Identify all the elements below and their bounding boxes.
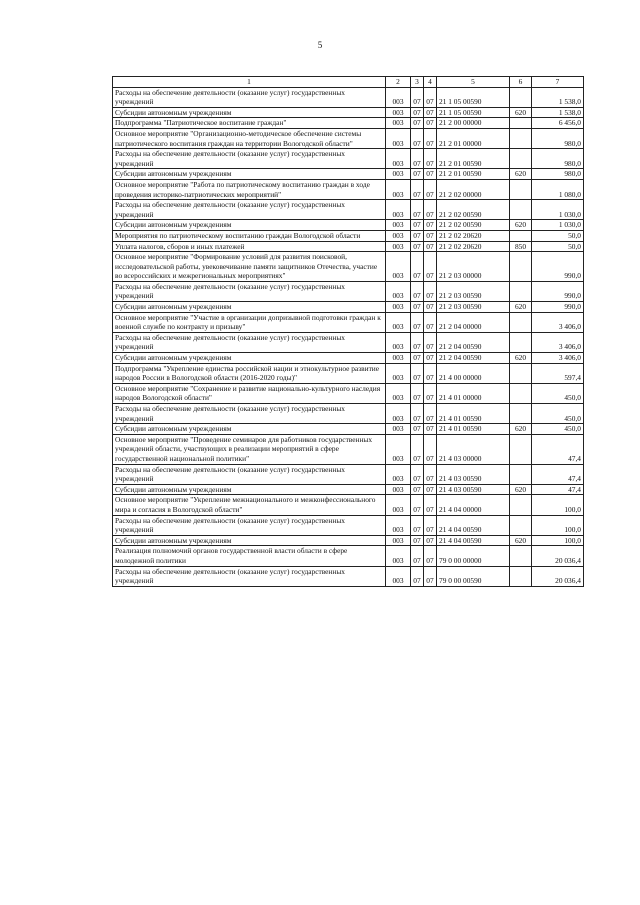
row-expense-type-cell [510, 464, 532, 484]
row-expense-type-cell: 620 [510, 535, 532, 546]
row-name-cell: Подпрограмма "Патриотическое воспитание граждан" [113, 118, 386, 129]
row-amount-cell: 100,0 [532, 515, 584, 535]
table-row [113, 149, 584, 169]
row-section-cell: 07 [411, 169, 424, 180]
row-expense-type-cell [510, 546, 532, 566]
row-target-article-cell: 21 2 04 00590 [437, 332, 510, 352]
row-target-article-cell: 21 1 05 00590 [437, 107, 510, 118]
row-subsection-cell: 07 [424, 353, 437, 364]
row-expense-type-cell: 620 [510, 302, 532, 313]
row-amount-cell: 50,0 [532, 230, 584, 241]
table-row [113, 383, 584, 403]
header-cell: 7 [532, 77, 584, 88]
row-name-cell: Основное мероприятие "Проведение семинаров для работников государственных учреждений области, участвующих в реализации мероприятий в сфере государственной национальной политики" [113, 434, 386, 464]
row-code-admin-cell: 003 [386, 464, 411, 484]
row-subsection-cell: 07 [424, 566, 437, 586]
row-code-admin-cell: 003 [386, 424, 411, 435]
header-cell: 3 [411, 77, 424, 88]
row-name-cell: Расходы на обеспечение деятельности (оказание услуг) государственных учреждений [113, 149, 386, 169]
row-code-admin-cell: 003 [386, 434, 411, 464]
table-row [113, 332, 584, 352]
row-code-admin-cell: 003 [386, 353, 411, 364]
row-target-article-cell: 21 2 02 00590 [437, 200, 510, 220]
header-cell: 5 [437, 77, 510, 88]
row-amount-cell: 1 030,0 [532, 220, 584, 231]
row-amount-cell: 50,0 [532, 241, 584, 252]
row-subsection-cell: 07 [424, 179, 437, 199]
table-header-row [113, 77, 584, 88]
row-subsection-cell: 07 [424, 169, 437, 180]
table-row [113, 87, 584, 107]
row-name-cell: Субсидии автономным учреждениям [113, 424, 386, 435]
table-row [113, 464, 584, 484]
row-amount-cell: 450,0 [532, 404, 584, 424]
row-section-cell: 07 [411, 252, 424, 282]
row-section-cell: 07 [411, 87, 424, 107]
row-subsection-cell: 07 [424, 404, 437, 424]
row-subsection-cell: 07 [424, 220, 437, 231]
row-section-cell: 07 [411, 230, 424, 241]
row-amount-cell: 3 406,0 [532, 332, 584, 352]
row-subsection-cell: 07 [424, 128, 437, 148]
row-subsection-cell: 07 [424, 515, 437, 535]
row-amount-cell: 990,0 [532, 252, 584, 282]
row-expense-type-cell: 620 [510, 107, 532, 118]
row-code-admin-cell: 003 [386, 546, 411, 566]
row-amount-cell: 980,0 [532, 128, 584, 148]
row-expense-type-cell [510, 230, 532, 241]
row-amount-cell: 450,0 [532, 424, 584, 435]
row-code-admin-cell: 003 [386, 220, 411, 231]
table-row [113, 230, 584, 241]
row-name-cell: Расходы на обеспечение деятельности (оказание услуг) государственных учреждений [113, 281, 386, 301]
row-name-cell: Расходы на обеспечение деятельности (оказание услуг) государственных учреждений [113, 566, 386, 586]
row-section-cell: 07 [411, 484, 424, 495]
row-subsection-cell: 07 [424, 535, 437, 546]
row-target-article-cell: 21 2 02 00590 [437, 220, 510, 231]
row-amount-cell: 1 030,0 [532, 200, 584, 220]
table-row [113, 353, 584, 364]
row-name-cell: Субсидии автономным учреждениям [113, 107, 386, 118]
row-name-cell: Субсидии автономным учреждениям [113, 169, 386, 180]
row-name-cell: Основное мероприятие "Сохранение и развитие национально-культурного наследия народов Вологодской области" [113, 383, 386, 403]
row-code-admin-cell: 003 [386, 179, 411, 199]
row-subsection-cell: 07 [424, 424, 437, 435]
table-row [113, 566, 584, 586]
row-code-admin-cell: 003 [386, 281, 411, 301]
row-section-cell: 07 [411, 515, 424, 535]
row-code-admin-cell: 003 [386, 302, 411, 313]
row-amount-cell: 47,4 [532, 464, 584, 484]
header-cell: 1 [113, 77, 386, 88]
row-subsection-cell: 07 [424, 546, 437, 566]
row-target-article-cell: 21 2 02 20620 [437, 230, 510, 241]
table-row [113, 179, 584, 199]
row-amount-cell: 1 538,0 [532, 87, 584, 107]
row-code-admin-cell: 003 [386, 383, 411, 403]
page-number: 5 [317, 40, 323, 50]
row-amount-cell: 1 080,0 [532, 179, 584, 199]
row-name-cell: Основное мероприятие "Формирование условий для развития поисковой, исследовательской работы, увековечивание памяти защитников Отечества, участие во всероссийских и межрегиональных мероприятиях" [113, 252, 386, 282]
row-target-article-cell: 21 4 04 00590 [437, 515, 510, 535]
row-target-article-cell: 21 2 00 00000 [437, 118, 510, 129]
row-expense-type-cell [510, 87, 532, 107]
row-target-article-cell: 21 1 05 00590 [437, 87, 510, 107]
table-row [113, 535, 584, 546]
row-name-cell: Субсидии автономным учреждениям [113, 220, 386, 231]
row-section-cell: 07 [411, 424, 424, 435]
row-expense-type-cell [510, 332, 532, 352]
row-subsection-cell: 07 [424, 464, 437, 484]
row-section-cell: 07 [411, 332, 424, 352]
row-expense-type-cell [510, 118, 532, 129]
row-target-article-cell: 79 0 00 00000 [437, 546, 510, 566]
row-code-admin-cell: 003 [386, 252, 411, 282]
row-amount-cell: 1 538,0 [532, 107, 584, 118]
row-section-cell: 07 [411, 546, 424, 566]
row-name-cell: Расходы на обеспечение деятельности (оказание услуг) государственных учреждений [113, 404, 386, 424]
table-row [113, 546, 584, 566]
table-row [113, 424, 584, 435]
row-section-cell: 07 [411, 179, 424, 199]
row-expense-type-cell [510, 434, 532, 464]
row-section-cell: 07 [411, 535, 424, 546]
row-code-admin-cell: 003 [386, 535, 411, 546]
row-subsection-cell: 07 [424, 383, 437, 403]
row-target-article-cell: 21 4 00 00000 [437, 363, 510, 383]
row-target-article-cell: 21 4 04 00590 [437, 535, 510, 546]
table-row [113, 169, 584, 180]
row-amount-cell: 100,0 [532, 495, 584, 515]
table-row [113, 252, 584, 282]
row-subsection-cell: 07 [424, 363, 437, 383]
row-section-cell: 07 [411, 220, 424, 231]
row-expense-type-cell [510, 281, 532, 301]
row-amount-cell: 597,4 [532, 363, 584, 383]
row-target-article-cell: 21 4 01 00590 [437, 404, 510, 424]
row-target-article-cell: 21 4 04 00000 [437, 495, 510, 515]
row-section-cell: 07 [411, 464, 424, 484]
row-code-admin-cell: 003 [386, 128, 411, 148]
row-target-article-cell: 21 4 01 00590 [437, 424, 510, 435]
row-code-admin-cell: 003 [386, 404, 411, 424]
row-name-cell: Расходы на обеспечение деятельности (оказание услуг) государственных учреждений [113, 515, 386, 535]
row-section-cell: 07 [411, 495, 424, 515]
table-row [113, 484, 584, 495]
row-section-cell: 07 [411, 363, 424, 383]
row-name-cell: Расходы на обеспечение деятельности (оказание услуг) государственных учреждений [113, 87, 386, 107]
row-subsection-cell: 07 [424, 118, 437, 129]
row-amount-cell: 47,4 [532, 434, 584, 464]
table-row [113, 220, 584, 231]
row-expense-type-cell: 850 [510, 241, 532, 252]
table-row [113, 515, 584, 535]
row-expense-type-cell [510, 179, 532, 199]
row-section-cell: 07 [411, 128, 424, 148]
row-section-cell: 07 [411, 566, 424, 586]
row-expense-type-cell: 620 [510, 169, 532, 180]
row-code-admin-cell: 003 [386, 332, 411, 352]
row-name-cell: Субсидии автономным учреждениям [113, 353, 386, 364]
row-expense-type-cell [510, 312, 532, 332]
row-name-cell: Основное мероприятие "Организационно-методическое обеспечение системы патриотического воспитания граждан на территории Вологодской области" [113, 128, 386, 148]
row-section-cell: 07 [411, 107, 424, 118]
row-amount-cell: 3 406,0 [532, 353, 584, 364]
row-subsection-cell: 07 [424, 107, 437, 118]
row-amount-cell: 20 036,4 [532, 566, 584, 586]
row-name-cell: Субсидии автономным учреждениям [113, 535, 386, 546]
row-name-cell: Мероприятия по патриотическому воспитанию граждан Вологодской области [113, 230, 386, 241]
row-name-cell: Основное мероприятие "Укрепление межнационального и межконфессионального мира и согласия в Вологодской области" [113, 495, 386, 515]
row-target-article-cell: 21 2 03 00000 [437, 252, 510, 282]
table-row [113, 200, 584, 220]
row-target-article-cell: 21 4 03 00000 [437, 434, 510, 464]
row-amount-cell: 20 036,4 [532, 546, 584, 566]
table-row [113, 495, 584, 515]
row-target-article-cell: 21 2 02 00000 [437, 179, 510, 199]
table-row [113, 281, 584, 301]
row-expense-type-cell [510, 200, 532, 220]
row-code-admin-cell: 003 [386, 230, 411, 241]
row-amount-cell: 6 456,0 [532, 118, 584, 129]
row-target-article-cell: 21 4 03 00590 [437, 484, 510, 495]
row-section-cell: 07 [411, 200, 424, 220]
row-section-cell: 07 [411, 302, 424, 313]
row-section-cell: 07 [411, 118, 424, 129]
row-section-cell: 07 [411, 404, 424, 424]
row-section-cell: 07 [411, 149, 424, 169]
row-name-cell: Расходы на обеспечение деятельности (оказание услуг) государственных учреждений [113, 200, 386, 220]
row-expense-type-cell: 620 [510, 424, 532, 435]
row-target-article-cell: 21 4 03 00590 [437, 464, 510, 484]
row-target-article-cell: 21 2 01 00590 [437, 149, 510, 169]
row-amount-cell: 980,0 [532, 149, 584, 169]
row-amount-cell: 3 406,0 [532, 312, 584, 332]
row-code-admin-cell: 003 [386, 241, 411, 252]
row-amount-cell: 100,0 [532, 535, 584, 546]
row-code-admin-cell: 003 [386, 200, 411, 220]
row-name-cell: Реализация полномочий органов государственной власти области в сфере молодежной политики [113, 546, 386, 566]
row-target-article-cell: 21 2 03 00590 [437, 281, 510, 301]
row-subsection-cell: 07 [424, 281, 437, 301]
table-row [113, 128, 584, 148]
row-amount-cell: 980,0 [532, 169, 584, 180]
table-row [113, 312, 584, 332]
table-row [113, 302, 584, 313]
row-name-cell: Субсидии автономным учреждениям [113, 484, 386, 495]
budget-table [112, 76, 584, 587]
row-subsection-cell: 07 [424, 252, 437, 282]
row-expense-type-cell [510, 566, 532, 586]
row-subsection-cell: 07 [424, 241, 437, 252]
row-amount-cell: 990,0 [532, 281, 584, 301]
row-code-admin-cell: 003 [386, 169, 411, 180]
table-row [113, 363, 584, 383]
row-section-cell: 07 [411, 281, 424, 301]
row-subsection-cell: 07 [424, 495, 437, 515]
header-cell: 4 [424, 77, 437, 88]
header-cell: 6 [510, 77, 532, 88]
row-code-admin-cell: 003 [386, 363, 411, 383]
row-subsection-cell: 07 [424, 230, 437, 241]
row-amount-cell: 990,0 [532, 302, 584, 313]
row-target-article-cell: 21 2 04 00590 [437, 353, 510, 364]
row-code-admin-cell: 003 [386, 312, 411, 332]
row-expense-type-cell [510, 495, 532, 515]
header-cell: 2 [386, 77, 411, 88]
row-expense-type-cell [510, 404, 532, 424]
table-row [113, 404, 584, 424]
row-name-cell: Основное мероприятие "Участие в организации допризывной подготовки граждан к военной службе по контракту и призыву" [113, 312, 386, 332]
row-target-article-cell: 21 2 01 00590 [437, 169, 510, 180]
row-code-admin-cell: 003 [386, 149, 411, 169]
row-expense-type-cell: 620 [510, 353, 532, 364]
row-expense-type-cell [510, 128, 532, 148]
row-code-admin-cell: 003 [386, 484, 411, 495]
row-target-article-cell: 79 0 00 00590 [437, 566, 510, 586]
row-target-article-cell: 21 2 04 00000 [437, 312, 510, 332]
table-row [113, 118, 584, 129]
row-target-article-cell: 21 4 01 00000 [437, 383, 510, 403]
row-expense-type-cell [510, 363, 532, 383]
row-section-cell: 07 [411, 241, 424, 252]
row-amount-cell: 450,0 [532, 383, 584, 403]
row-section-cell: 07 [411, 434, 424, 464]
row-target-article-cell: 21 2 01 00000 [437, 128, 510, 148]
row-code-admin-cell: 003 [386, 566, 411, 586]
row-code-admin-cell: 003 [386, 87, 411, 107]
row-expense-type-cell [510, 383, 532, 403]
row-name-cell: Подпрограмма "Укрепление единства российской нации и этнокультурное развитие народов России в Вологодской области (2016-2020 годы)" [113, 363, 386, 383]
row-amount-cell: 47,4 [532, 484, 584, 495]
row-section-cell: 07 [411, 312, 424, 332]
row-target-article-cell: 21 2 02 20620 [437, 241, 510, 252]
row-name-cell: Расходы на обеспечение деятельности (оказание услуг) государственных учреждений [113, 332, 386, 352]
row-subsection-cell: 07 [424, 312, 437, 332]
table-row [113, 107, 584, 118]
row-name-cell: Основное мероприятие "Работа по патриотическому воспитанию граждан в ходе проведения историко-патриотических мероприятий" [113, 179, 386, 199]
row-expense-type-cell [510, 515, 532, 535]
row-code-admin-cell: 003 [386, 515, 411, 535]
row-section-cell: 07 [411, 353, 424, 364]
row-expense-type-cell [510, 149, 532, 169]
row-subsection-cell: 07 [424, 149, 437, 169]
row-subsection-cell: 07 [424, 200, 437, 220]
row-code-admin-cell: 003 [386, 495, 411, 515]
row-code-admin-cell: 003 [386, 107, 411, 118]
row-expense-type-cell [510, 252, 532, 282]
row-target-article-cell: 21 2 03 00590 [437, 302, 510, 313]
row-expense-type-cell: 620 [510, 220, 532, 231]
row-name-cell: Субсидии автономным учреждениям [113, 302, 386, 313]
row-expense-type-cell: 620 [510, 484, 532, 495]
row-subsection-cell: 07 [424, 87, 437, 107]
row-subsection-cell: 07 [424, 434, 437, 464]
row-section-cell: 07 [411, 383, 424, 403]
table-row [113, 434, 584, 464]
row-name-cell: Расходы на обеспечение деятельности (оказание услуг) государственных учреждений [113, 464, 386, 484]
row-subsection-cell: 07 [424, 302, 437, 313]
row-subsection-cell: 07 [424, 484, 437, 495]
row-subsection-cell: 07 [424, 332, 437, 352]
row-name-cell: Уплата налогов, сборов и иных платежей [113, 241, 386, 252]
row-code-admin-cell: 003 [386, 118, 411, 129]
table-row [113, 241, 584, 252]
